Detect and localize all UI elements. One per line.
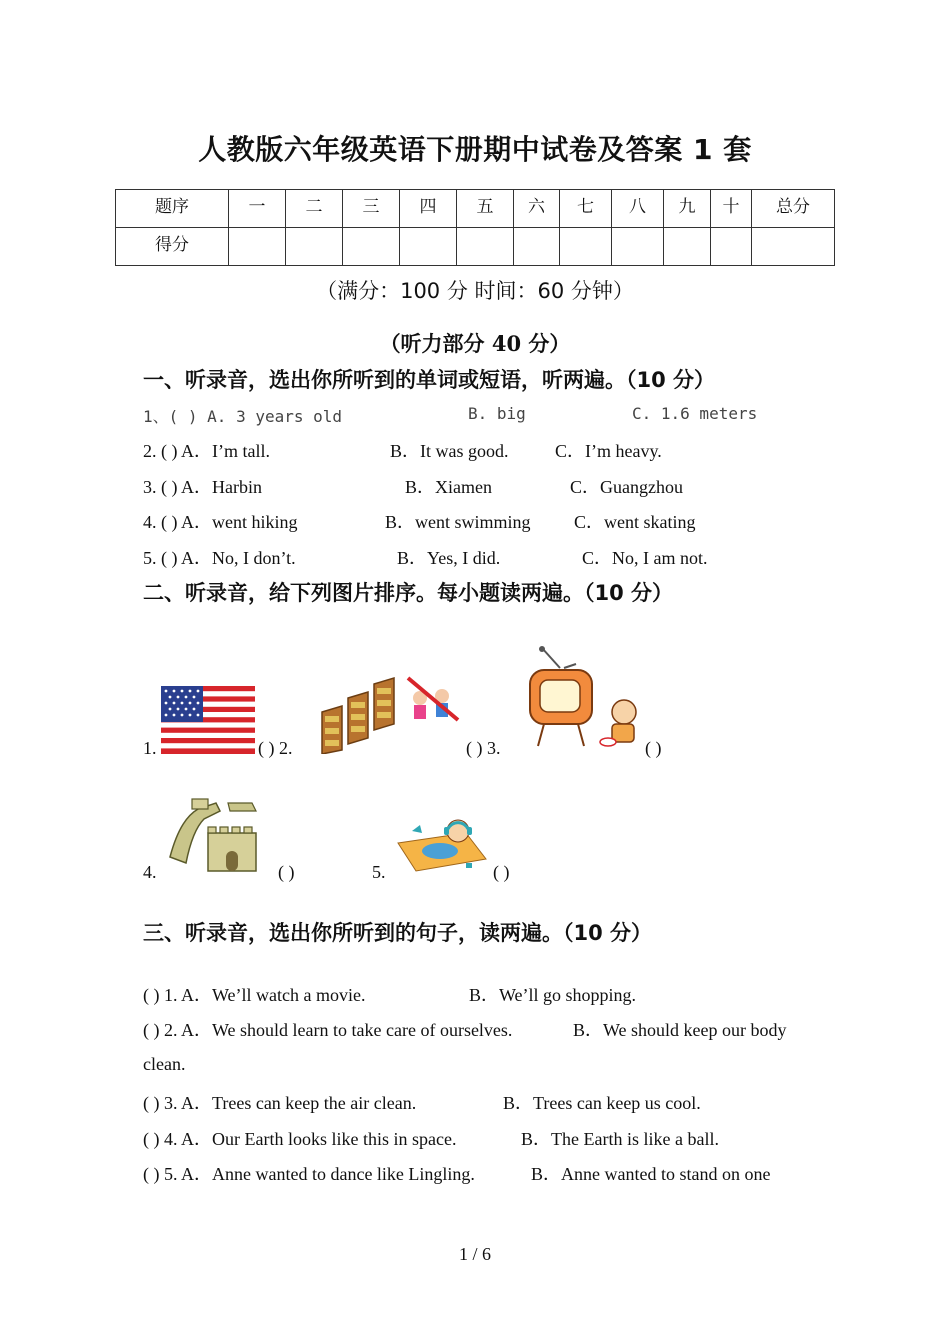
table-cell: 题序 [116, 190, 229, 228]
score-table [115, 189, 835, 266]
section1-heading: 一、听录音，选出你所听到的单词或短语，听两遍。（10 分） [143, 368, 716, 392]
s2-paren-1: ( ) 2. [258, 738, 293, 758]
s1-item4-a: 4. ( ) A．went hiking [143, 512, 298, 532]
s2-label-4: 4. [143, 862, 157, 882]
score-cell[interactable] [514, 228, 560, 266]
s1-item2-a: 2. ( ) A．I’m tall. [143, 441, 270, 461]
s3-line2-a: ( ) 2. A．We should learn to take care of ourselves. [143, 1020, 513, 1040]
tv-and-boy-icon [524, 646, 646, 754]
score-cell[interactable] [286, 228, 343, 266]
s3-line3-b: B．Trees can keep us cool. [503, 1093, 701, 1113]
s1-item4-c: C．went skating [574, 512, 696, 532]
table-cell: 八 [612, 190, 664, 228]
girl-listening-music-icon [396, 813, 488, 875]
s1-item5-a: 5. ( ) A．No, I don’t. [143, 548, 296, 568]
us-flag-icon [161, 686, 255, 754]
table-cell: 四 [400, 190, 457, 228]
score-cell[interactable] [343, 228, 400, 266]
table-cell: 三 [343, 190, 400, 228]
section3-heading: 三、听录音，选出你所听到的句子，读两遍。（10 分） [143, 921, 653, 945]
s1-item5-c: C．No, I am not. [582, 548, 708, 568]
score-cell[interactable] [711, 228, 752, 266]
s1-item5-b: B．Yes, I did. [397, 548, 501, 568]
bookshelves-no-noise-icon [320, 672, 462, 754]
s2-label-5: 5. [372, 862, 386, 882]
s3-line4-a: ( ) 4. A．Our Earth looks like this in space. [143, 1129, 457, 1149]
table-cell: 十 [711, 190, 752, 228]
score-cell[interactable] [400, 228, 457, 266]
s3-line2-cont: clean. [143, 1054, 186, 1074]
s2-paren-3: ( ) [645, 738, 662, 758]
s1-item1-a: 1、( ) A. 3 years old [143, 407, 343, 426]
page-title: 人教版六年级英语下册期中试卷及答案 1 套 [198, 133, 752, 166]
score-table-score-row [116, 228, 835, 266]
s1-item2-c: C．I’m heavy. [555, 441, 662, 461]
score-cell[interactable] [664, 228, 711, 266]
s3-line5-a: ( ) 5. A．Anne wanted to dance like Lingling. [143, 1164, 475, 1184]
s3-line4-b: B．The Earth is like a ball. [521, 1129, 719, 1149]
s2-paren-4: ( ) [278, 862, 295, 882]
s1-item3-c: C．Guangzhou [570, 477, 683, 497]
table-cell: 九 [664, 190, 711, 228]
score-cell[interactable] [612, 228, 664, 266]
score-cell[interactable] [457, 228, 514, 266]
s2-paren-5: ( ) [493, 862, 510, 882]
score-cell[interactable] [752, 228, 835, 266]
table-cell: 一 [229, 190, 286, 228]
table-cell: 二 [286, 190, 343, 228]
s1-item1-b: B. big [468, 404, 526, 423]
score-cell[interactable] [560, 228, 612, 266]
table-cell: 总分 [752, 190, 835, 228]
s2-paren-2: ( ) 3. [466, 738, 501, 758]
table-cell: 五 [457, 190, 514, 228]
table-cell: 六 [514, 190, 560, 228]
score-table-header-row [116, 190, 835, 228]
s3-line2-b: B．We should keep our body [573, 1020, 787, 1040]
s2-label-1: 1. [143, 738, 157, 758]
s1-item3-a: 3. ( ) A．Harbin [143, 477, 262, 497]
score-cell[interactable] [229, 228, 286, 266]
great-wall-icon [168, 797, 260, 875]
table-cell: 七 [560, 190, 612, 228]
s3-line5-b: B．Anne wanted to stand on one [531, 1164, 771, 1184]
s1-item1-c: C. 1.6 meters [632, 404, 758, 423]
s1-item3-b: B．Xiamen [405, 477, 492, 497]
exam-meta: （满分：100 分 时间：60 分钟） [316, 279, 634, 303]
s1-item2-b: B．It was good. [390, 441, 509, 461]
s3-line1-a: ( ) 1. A．We’ll watch a movie. [143, 985, 366, 1005]
listening-part-label: （听力部分 40 分） [379, 331, 571, 356]
s3-line1-b: B．We’ll go shopping. [469, 985, 637, 1005]
section2-heading: 二、听录音，给下列图片排序。每小题读两遍。（10 分） [143, 581, 674, 605]
s1-item4-b: B．went swimming [385, 512, 531, 532]
page-number: 1 / 6 [458, 1244, 491, 1264]
table-cell: 得分 [116, 228, 229, 266]
s3-line3-a: ( ) 3. A．Trees can keep the air clean. [143, 1093, 417, 1113]
